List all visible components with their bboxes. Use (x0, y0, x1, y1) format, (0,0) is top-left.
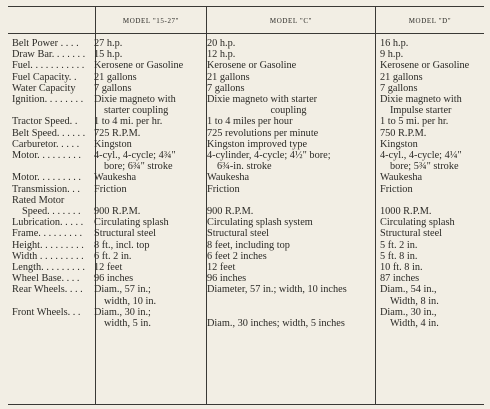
value-line: Circulating splash system (207, 217, 313, 229)
table-row (0, 184, 490, 195)
value-line: 8 feet, including top (207, 239, 290, 251)
table-row (0, 49, 490, 60)
row-label (0, 83, 87, 94)
value-cell (87, 206, 200, 217)
value-cell (370, 139, 484, 150)
value-cell (370, 83, 484, 94)
row-label (0, 206, 87, 217)
value-line: Circulating splash (380, 217, 455, 229)
row-label (0, 60, 87, 71)
table-row (0, 206, 490, 217)
value-cell (370, 195, 484, 206)
table-bottom-rule (8, 404, 484, 405)
value-line: 96 inches (207, 273, 247, 285)
value-cell (370, 284, 484, 306)
value-cell (370, 60, 484, 71)
table-row (0, 307, 490, 329)
row-label (0, 184, 87, 195)
value-line: 87 inches (380, 273, 420, 285)
value-line: width, 5 in. (104, 318, 151, 330)
value-cell (370, 262, 484, 273)
row-label (0, 38, 87, 49)
row-label-text: Belt Speed. . . . . . (12, 127, 86, 139)
value-cell (370, 94, 484, 116)
row-label-text: Tractor Speed. . (12, 116, 78, 128)
value-cell (370, 116, 484, 127)
row-label (0, 195, 87, 206)
table-row (0, 217, 490, 228)
value-cell (370, 38, 484, 49)
value-line: starter coupling (104, 105, 169, 117)
value-cell (87, 273, 200, 284)
value-cell (87, 262, 200, 273)
value-cell (200, 139, 370, 150)
value-line: width, 10 in. (104, 295, 157, 307)
value-cell (200, 72, 370, 83)
value-cell (370, 150, 484, 172)
value-cell (200, 60, 370, 71)
table-row (0, 172, 490, 183)
value-line: bore; 5¾" stroke (390, 161, 459, 173)
row-label-text: Fuel. . . . . . . . . . . (12, 60, 85, 72)
row-label (0, 240, 87, 251)
value-cell (200, 38, 370, 49)
row-label (0, 284, 87, 295)
value-cell (200, 195, 370, 206)
value-line: Width, 8 in. (390, 295, 439, 307)
row-label-text: Speed. . . . . . . (22, 206, 81, 218)
value-cell (200, 273, 370, 284)
table-row (0, 228, 490, 239)
row-label-text: Water Capacity (12, 82, 76, 94)
value-line: Structural steel (207, 228, 270, 240)
value-cell (87, 228, 200, 239)
row-label (0, 72, 87, 83)
value-cell (87, 195, 200, 206)
table-row (0, 60, 490, 71)
value-line: Structural steel (380, 228, 443, 240)
header-model-15-27: MODEL "15-27" (122, 17, 180, 25)
value-line: 5 ft. 2 in. (380, 239, 418, 251)
row-label (0, 139, 87, 150)
value-line: 21 gallons (380, 71, 423, 83)
value-cell (87, 49, 200, 60)
value-cell (200, 94, 370, 116)
value-line: Kerosene or Gasoline (94, 60, 184, 72)
value-line: 4-cylinder, 4-cycle; 4½" bore; (207, 150, 331, 162)
value-line (207, 195, 370, 206)
table-row (0, 150, 490, 172)
value-line: 96 inches (94, 273, 134, 285)
value-cell (370, 307, 484, 329)
value-cell (87, 184, 200, 195)
row-label-text: Belt Power . . . . (12, 38, 79, 49)
value-line (380, 195, 484, 206)
header-model-d: MODEL "D" (408, 17, 452, 25)
value-line: 5 ft. 8 in. (380, 250, 418, 262)
value-cell (200, 251, 370, 262)
value-cell (200, 116, 370, 127)
value-line: 12 feet (94, 262, 123, 274)
table-row (0, 240, 490, 251)
value-line: 7 gallons (380, 82, 418, 94)
table-row (0, 273, 490, 284)
row-label-text: Height. . . . . . . . . (12, 239, 84, 251)
row-label-text: Lubrication. . . . . (12, 217, 84, 229)
value-line: Circulating splash (94, 217, 169, 229)
table-row (0, 139, 490, 150)
value-cell (200, 83, 370, 94)
value-line: Impulse starter (390, 105, 452, 117)
value-line: Friction (380, 183, 413, 195)
value-line: 1 to 4 mi. per hr. (94, 116, 163, 128)
value-line: Diameter, 57 in.; width, 10 inches (207, 284, 347, 296)
value-cell (87, 284, 200, 306)
value-cell (200, 184, 370, 195)
value-line: 27 h.p. (94, 38, 123, 49)
value-cell (200, 172, 370, 183)
row-label-text: Ignition. . . . . . . . (12, 94, 84, 106)
row-label-text: Carburetor. . . . . (12, 138, 80, 150)
value-cell (87, 116, 200, 127)
value-cell (87, 60, 200, 71)
value-cell (87, 172, 200, 183)
row-label (0, 273, 87, 284)
value-cell (370, 251, 484, 262)
value-line: 900 R.P.M. (207, 206, 254, 218)
value-cell (200, 206, 370, 217)
row-label (0, 128, 87, 139)
value-line: 16 h.p. (380, 38, 409, 49)
value-cell (370, 49, 484, 60)
header-rule (8, 33, 484, 34)
value-line: Width, 4 in. (390, 318, 439, 330)
value-line: 20 h.p. (207, 38, 236, 49)
value-line: 7 gallons (207, 82, 245, 94)
value-cell (370, 217, 484, 228)
value-cell (87, 150, 200, 172)
table-row (0, 262, 490, 273)
value-line: 725 R.P.M. (94, 127, 141, 139)
value-cell (200, 240, 370, 251)
value-cell (87, 240, 200, 251)
row-label (0, 262, 87, 273)
value-line: 1 to 5 mi. per hr. (380, 116, 449, 128)
row-label-text: Width . . . . . . . . . (12, 250, 84, 262)
value-cell (200, 262, 370, 273)
value-line: Diam., 54 in., (380, 284, 437, 296)
value-cell (200, 217, 370, 228)
value-line: Structural steel (94, 228, 157, 240)
value-line (207, 307, 370, 318)
value-cell (87, 251, 200, 262)
value-line: Dixie magneto with starter (207, 94, 318, 106)
value-cell (370, 273, 484, 284)
value-cell (370, 184, 484, 195)
value-line: Diam., 57 in.; (94, 284, 151, 296)
table-row (0, 195, 490, 206)
row-label-text: Frame. . . . . . . . . (12, 228, 83, 240)
value-cell (370, 128, 484, 139)
value-line: Kingston (94, 138, 132, 150)
value-cell (370, 172, 484, 183)
value-line: coupling (270, 105, 307, 117)
row-label-text: Rear Wheels. . . . (12, 284, 83, 296)
value-line: Waukesha (207, 172, 250, 184)
value-line: 21 gallons (94, 71, 137, 83)
value-line: 12 h.p. (207, 49, 236, 61)
row-label (0, 172, 87, 183)
value-cell (200, 307, 370, 329)
value-line: 6¾-in. stroke (217, 161, 272, 173)
row-label (0, 307, 87, 318)
table-row (0, 284, 490, 306)
table-row (0, 94, 490, 116)
value-line: bore; 6¾" stroke (104, 161, 173, 173)
value-line: 8 ft., incl. top (94, 239, 150, 251)
table-row (0, 38, 490, 49)
value-cell (370, 228, 484, 239)
value-cell (200, 128, 370, 139)
row-label (0, 49, 87, 60)
value-line: 15 h.p. (94, 49, 123, 61)
header-model-c: MODEL "C" (269, 17, 313, 25)
value-line: 6 feet 2 inches (207, 250, 267, 262)
row-label-text: Transmission. . . (12, 183, 80, 195)
table-row (0, 128, 490, 139)
value-cell (87, 307, 200, 329)
row-label (0, 116, 87, 127)
row-label (0, 94, 87, 105)
row-label (0, 150, 87, 161)
value-cell (200, 49, 370, 60)
table-row (0, 72, 490, 83)
value-line: 750 R.P.M. (380, 127, 427, 139)
value-cell (200, 228, 370, 239)
value-cell (200, 150, 370, 172)
row-label-text: Motor. . . . . . . . . (12, 150, 81, 162)
value-line: 725 revolutions per minute (207, 127, 319, 139)
row-label-text: Wheel Base. . . . (12, 273, 80, 285)
value-line: 7 gallons (94, 82, 132, 94)
value-line: 21 gallons (207, 71, 250, 83)
value-line: 900 R.P.M. (94, 206, 141, 218)
row-label-text: Fuel Capacity. . (12, 71, 77, 83)
row-label-text: Rated Motor (12, 194, 65, 206)
value-line: Dixie magneto with (380, 94, 462, 106)
spec-rows (0, 38, 490, 329)
value-line: Waukesha (380, 172, 423, 184)
value-line: Kerosene or Gasoline (380, 60, 470, 72)
value-cell (370, 72, 484, 83)
row-label-text: Draw Bar. . . . . . . (12, 49, 86, 61)
value-line: Diam., 30 in.; (94, 306, 151, 318)
value-line: 4-cyl., 4-cycle; 4¼" (380, 150, 462, 162)
value-cell (87, 38, 200, 49)
value-line: 12 feet (207, 262, 236, 274)
value-cell (87, 83, 200, 94)
row-label-text: Motor. . . . . . . . . (12, 172, 81, 184)
value-cell (370, 206, 484, 217)
value-line: Diam., 30 inches; width, 5 inches (207, 318, 345, 330)
value-line: Friction (207, 183, 240, 195)
value-line: 9 h.p. (380, 49, 404, 61)
value-line: 10 ft. 8 in. (380, 262, 423, 274)
row-label-text: Front Wheels. . . (12, 306, 81, 318)
value-cell (370, 240, 484, 251)
value-line: 4-cyl., 4-cycle; 4¾" (94, 150, 176, 162)
row-label (0, 251, 87, 262)
value-line: 1000 R.P.M. (380, 206, 432, 218)
value-cell (87, 139, 200, 150)
row-label (0, 217, 87, 228)
table-row (0, 83, 490, 94)
value-line: Friction (94, 183, 127, 195)
value-cell (87, 128, 200, 139)
value-line: Kingston improved type (207, 138, 308, 150)
value-line (94, 195, 200, 206)
value-line: Waukesha (94, 172, 137, 184)
value-line: Kerosene or Gasoline (207, 60, 297, 72)
table-row (0, 251, 490, 262)
value-cell (87, 94, 200, 116)
value-line: Diam., 30 in., (380, 306, 437, 318)
table-row (0, 116, 490, 127)
row-label (0, 228, 87, 239)
value-line: 1 to 4 miles per hour (207, 116, 293, 128)
value-line: Kingston (380, 138, 418, 150)
row-label-text: Length. . . . . . . . . (12, 262, 85, 274)
value-cell (87, 217, 200, 228)
value-line: Dixie magneto with (94, 94, 176, 106)
value-line: 6 ft. 2 in. (94, 250, 132, 262)
value-cell (87, 72, 200, 83)
table-top-rule (8, 6, 484, 7)
value-cell (200, 284, 370, 295)
